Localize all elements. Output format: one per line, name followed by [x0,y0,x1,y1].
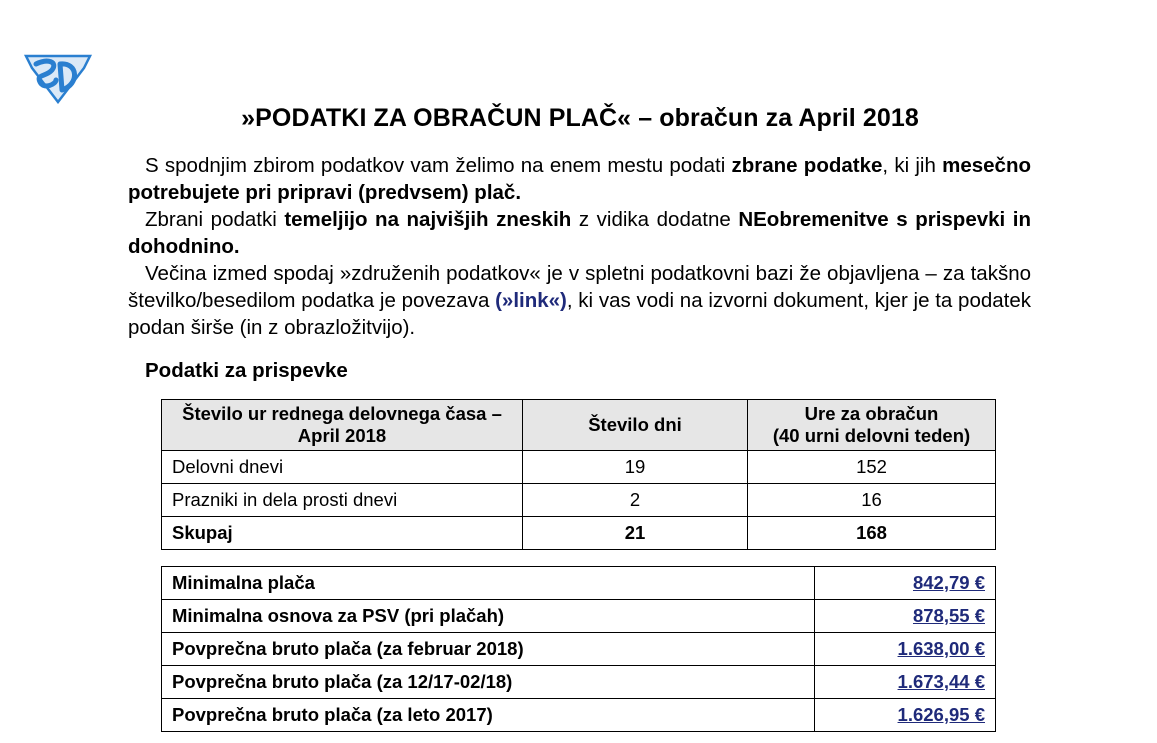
source-link[interactable]: (»link«) [495,289,567,312]
working-hours-table [161,399,996,550]
table-row [162,451,996,484]
header-hours: Ure za obračun (40 urni delovni teden) [748,400,996,451]
page-title: »PODATKI ZA OBRAČUN PLAČ« – obračun za April 2018 [241,104,919,132]
row-days: 19 [523,451,748,484]
row-hours: 16 [748,484,996,517]
row-label: Skupaj [162,517,523,550]
row-hours: 152 [748,451,996,484]
row-days: 2 [523,484,748,517]
intro-paragraph-2: Zbrani podatki temeljijo na najvišjih zneskih z vidika dodatne NEobremenitve s prispevki in dohodnino. [128,208,1031,258]
sd-shield-logo [22,50,94,104]
value-link[interactable]: 842,79 € [912,572,985,593]
row-label: Minimalna osnova za PSV (pri plačah) [162,600,815,633]
header-days: Število dni [523,400,748,451]
table-row [162,699,996,732]
row-label: Delovni dnevi [162,451,523,484]
table-row [162,484,996,517]
table-header-row [162,400,996,451]
value-link[interactable]: 1.638,00 € [897,638,985,659]
row-label: Povprečna bruto plača (za 12/17-02/18) [162,666,815,699]
row-days: 21 [523,517,748,550]
table-row [162,600,996,633]
row-label: Povprečna bruto plača (za leto 2017) [162,699,815,732]
table-row [162,633,996,666]
row-label: Povprečna bruto plača (za februar 2018) [162,633,815,666]
section-heading: Podatki za prispevke [145,359,348,382]
table-row [162,567,996,600]
table-row [162,666,996,699]
value-link[interactable]: 1.626,95 € [897,704,985,725]
intro-text [128,152,1031,341]
header-working-hours: Število ur rednega delovnega časa – April 2018 [162,400,523,451]
row-hours: 168 [748,517,996,550]
row-label: Minimalna plača [162,567,815,600]
intro-paragraph-1: S spodnjim zbirom podatkov vam želimo na enem mestu podati zbrane podatke, ki jih mesečno potrebujete pri pripravi (predvsem) plač. [128,154,1031,204]
wage-data-table [161,566,996,732]
value-link[interactable]: 878,55 € [912,605,985,626]
intro-paragraph-3: Večina izmed spodaj »združenih podatkov« je v spletni podatkovni bazi že objavljena – za takšno številko/besedilom podatka je povezava (»link«), ki vas vodi na izvorni dokument, kjer je ta podatek podan širše (in z obrazložitvijo). [128,262,1031,339]
row-label: Prazniki in dela prosti dnevi [162,484,523,517]
table-row-total [162,517,996,550]
value-link[interactable]: 1.673,44 € [897,671,985,692]
